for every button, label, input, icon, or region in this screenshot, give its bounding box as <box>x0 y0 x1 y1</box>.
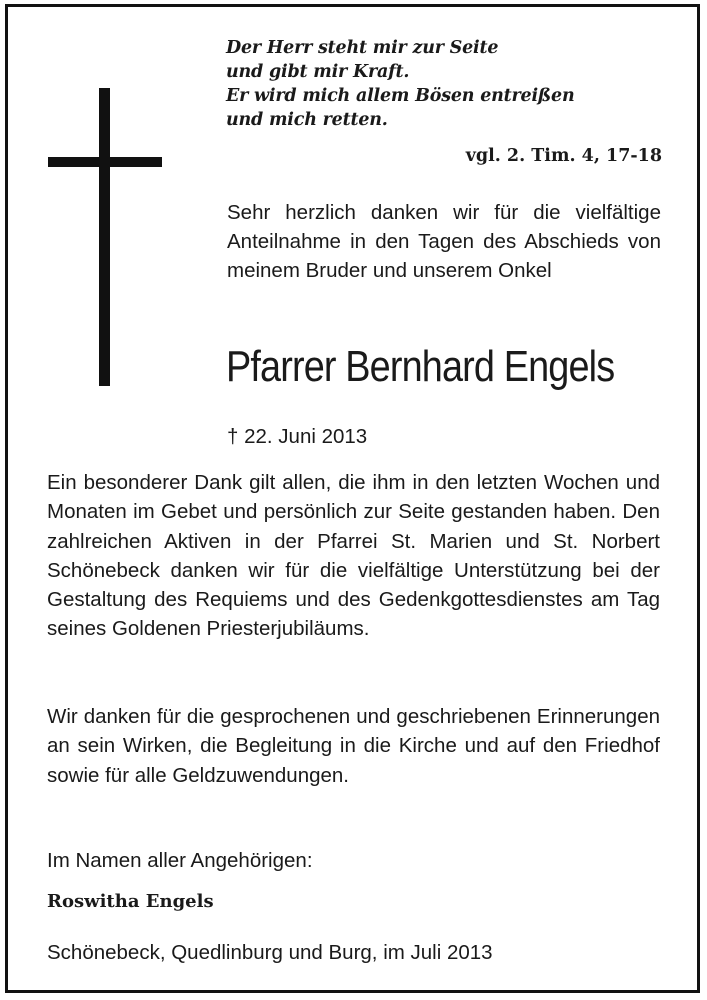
cross-vertical-bar <box>99 88 110 386</box>
intro-text: Sehr herzlich danken wir für die vielfältige Anteilnahme in den Tagen des Abschieds von meinem Bruder und unserem Onkel <box>227 201 661 282</box>
thanks-paragraph-2: Wir danken für die gesprochenen und geschriebenen Erinnerungen an sein Wirken, die Begleitung in die Kirche und auf den Friedhof sowie für alle Geldzuwendungen. <box>47 705 660 787</box>
signer-name: Roswitha Engels <box>47 891 214 912</box>
cross-icon <box>48 88 162 386</box>
closing-line: Im Namen aller Angehörigen: <box>47 849 313 872</box>
verse-line: und mich retten. <box>226 110 388 130</box>
verse-line: und gibt mir Kraft. <box>226 62 410 82</box>
place-and-date: Schönebeck, Quedlinburg und Burg, im Juli 2013 <box>47 941 493 964</box>
verse-line: Der Herr steht mir zur Seite <box>226 38 499 58</box>
cross-horizontal-bar <box>48 157 162 167</box>
deceased-name: Pfarrer Bernhard Engels <box>226 342 615 391</box>
thanks-paragraph-1: Ein besonderer Dank gilt allen, die ihm in den letzten Wochen und Monaten im Gebet und persönlich zur Seite gestanden haben. Den zahlreichen Aktiven in der Pfarrei St. Marien und St. Norbert Schönebeck danken wir für die vielfältige Unterstützung bei der Gestaltung des Requiems und des Gedenkgottesdienstes am Tag seines Goldenen Priesterjubiläums. <box>47 471 660 641</box>
bible-verse <box>226 36 666 132</box>
verse-line: Er wird mich allem Bösen entreißen <box>226 86 575 106</box>
verse-reference: vgl. 2. Tim. 4, 17-18 <box>465 146 662 166</box>
death-date: † 22. Juni 2013 <box>227 425 368 448</box>
